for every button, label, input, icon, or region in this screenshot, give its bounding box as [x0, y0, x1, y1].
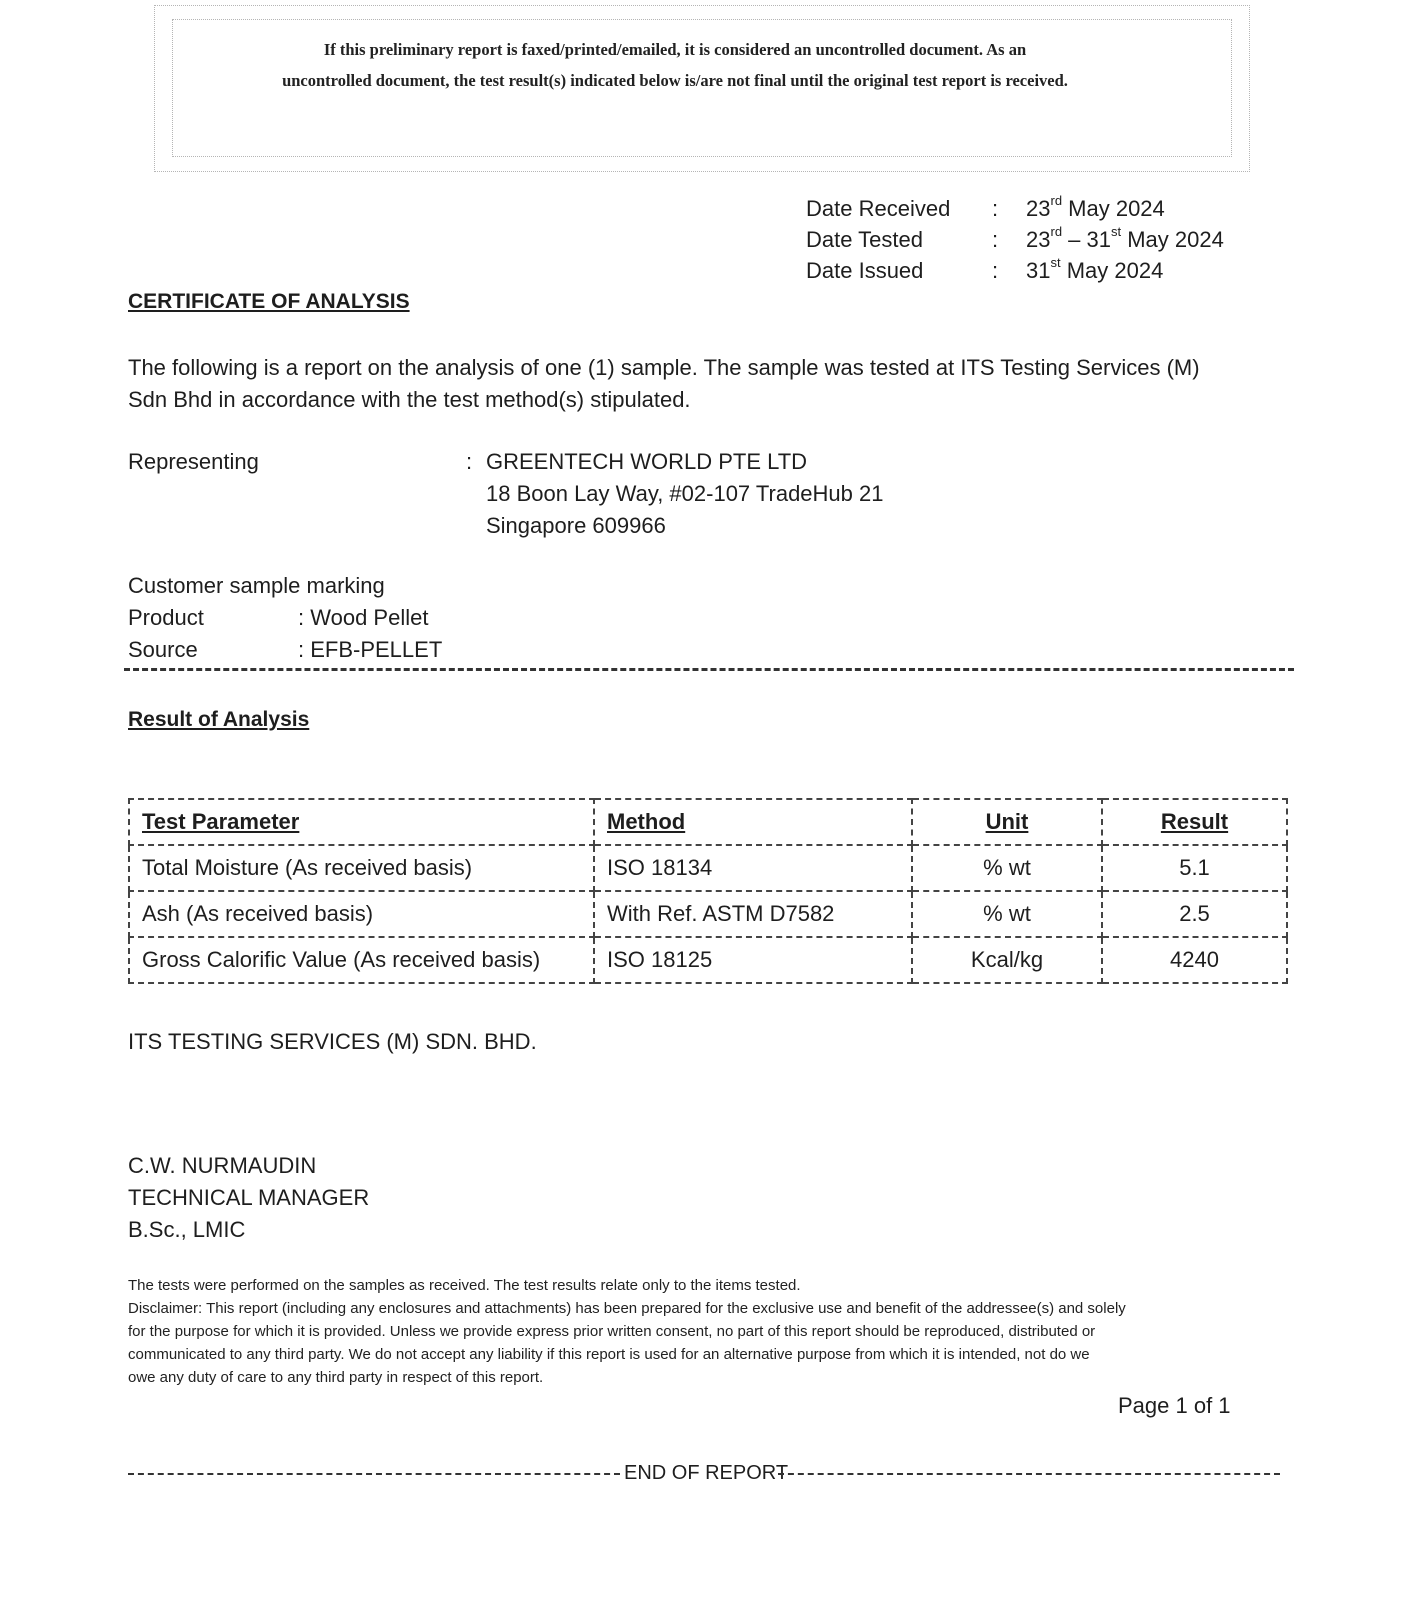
cell-method: ISO 18125 [594, 937, 912, 983]
cell-method: ISO 18134 [594, 845, 912, 891]
date-tested-label: Date Tested [806, 227, 924, 252]
date-issued-row [806, 255, 1224, 286]
sample-marking-heading: Customer sample marking [128, 573, 385, 598]
date-received-rest: May 2024 [1062, 196, 1165, 221]
section-divider [124, 668, 1294, 671]
uncontrolled-notice-box [154, 5, 1250, 172]
end-dash-left [128, 1473, 620, 1475]
footer-notes [128, 1274, 1298, 1389]
date-received-suffix: rd [1050, 192, 1063, 208]
notice-text [215, 34, 1135, 96]
date-tested-row [806, 224, 1224, 255]
test-note: The tests were performed on the samples as received. The test results relate only to the items tested. [128, 1277, 801, 1294]
end-of-report-text: END OF REPORT [624, 1462, 789, 1484]
end-of-report-line [128, 1458, 1280, 1488]
date-issued-day: 31 [1026, 258, 1051, 283]
date-tested-value [1026, 224, 1224, 255]
cell-method: With Ref. ASTM D7582 [594, 891, 912, 937]
date-received-label: Date Received [806, 196, 951, 221]
date-tested-suffix2: st [1110, 223, 1122, 239]
cell-parameter: Gross Calorific Value (As received basis) [129, 937, 594, 983]
result-heading: Result of Analysis [128, 708, 310, 731]
header-unit: Unit [912, 799, 1102, 845]
signatory-qualification: B.Sc., LMIC [128, 1217, 246, 1242]
disclaimer-line-3: communicated to any third party. We do not accept any liability if this report is used for an alternative purpose from which it is intended, not do we [128, 1346, 1090, 1363]
cell-unit: % wt [912, 845, 1102, 891]
signatory-title: TECHNICAL MANAGER [128, 1185, 370, 1210]
notice-line-1: If this preliminary report is faxed/printed/emailed, it is considered an uncontrolled document. As an [323, 40, 1027, 59]
disclaimer-line-1: Disclaimer: This report (including any enclosures and attachments) has been prepared for the exclusive use and benefit of the addressee(s) and solely [128, 1300, 1126, 1317]
page-number: Page 1 of 1 [1118, 1393, 1231, 1418]
cell-result: 5.1 [1102, 845, 1287, 891]
header-method: Method [594, 799, 912, 845]
table-header-row [129, 799, 1287, 845]
product-value: : Wood Pellet [298, 605, 429, 630]
cell-result: 4240 [1102, 937, 1287, 983]
table-row [129, 937, 1287, 983]
representing-name: GREENTECH WORLD PTE LTD [486, 449, 808, 474]
cell-unit: % wt [912, 891, 1102, 937]
representing-label: Representing [128, 449, 259, 474]
date-tested-mid: – 31 [1062, 227, 1111, 252]
intro-line-2: Sdn Bhd in accordance with the test method(s) stipulated. [128, 387, 691, 412]
cell-parameter: Ash (As received basis) [129, 891, 594, 937]
signatory-name: C.W. NURMAUDIN [128, 1153, 317, 1178]
signatory-block [128, 1150, 369, 1246]
certificate-title: CERTIFICATE OF ANALYSIS [128, 290, 410, 313]
representing-address-block [486, 446, 883, 542]
source-value: : EFB-PELLET [298, 637, 443, 662]
date-received-value [1026, 193, 1165, 224]
representing-separator: : [466, 449, 473, 474]
header-result: Result [1102, 799, 1287, 845]
date-received-day: 23 [1026, 196, 1051, 221]
date-tested-day1: 23 [1026, 227, 1051, 252]
date-tested-suffix1: rd [1050, 223, 1063, 239]
date-tested-rest: May 2024 [1121, 227, 1224, 252]
header-test-parameter: Test Parameter [129, 799, 594, 845]
intro-paragraph [128, 352, 1328, 416]
disclaimer-line-4: owe any duty of care to any third party in respect of this report. [128, 1369, 544, 1386]
cell-parameter: Total Moisture (As received basis) [129, 845, 594, 891]
source-label: Source [128, 637, 198, 662]
results-table [128, 798, 1288, 984]
representing-address-1: 18 Boon Lay Way, #02-107 TradeHub 21 [486, 481, 884, 506]
date-issued-rest: May 2024 [1060, 258, 1164, 283]
date-separator: : [992, 227, 999, 252]
date-issued-label: Date Issued [806, 258, 924, 283]
date-issued-suffix: st [1050, 254, 1061, 270]
intro-line-1: The following is a report on the analysis of one (1) sample. The sample was tested at ITS Testing Services (M) [128, 355, 1200, 380]
company-name: ITS TESTING SERVICES (M) SDN. BHD. [128, 1029, 537, 1054]
disclaimer-line-2: for the purpose for which it is provided. Unless we provide express prior written consent, no part of this report should be reproduced, distributed or [128, 1323, 1096, 1340]
cell-result: 2.5 [1102, 891, 1287, 937]
product-label: Product [128, 605, 204, 630]
representing-address-2: Singapore 609966 [486, 513, 666, 538]
cell-unit: Kcal/kg [912, 937, 1102, 983]
dates-block [806, 193, 1224, 286]
date-received-row [806, 193, 1224, 224]
notice-line-2: uncontrolled document, the test result(s) indicated below is/are not final until the original test report is received. [282, 71, 1068, 90]
table-row [129, 845, 1287, 891]
date-issued-value [1026, 255, 1163, 286]
table-row [129, 891, 1287, 937]
date-separator: : [992, 196, 999, 221]
date-separator: : [992, 258, 999, 283]
end-dash-right [778, 1473, 1280, 1475]
